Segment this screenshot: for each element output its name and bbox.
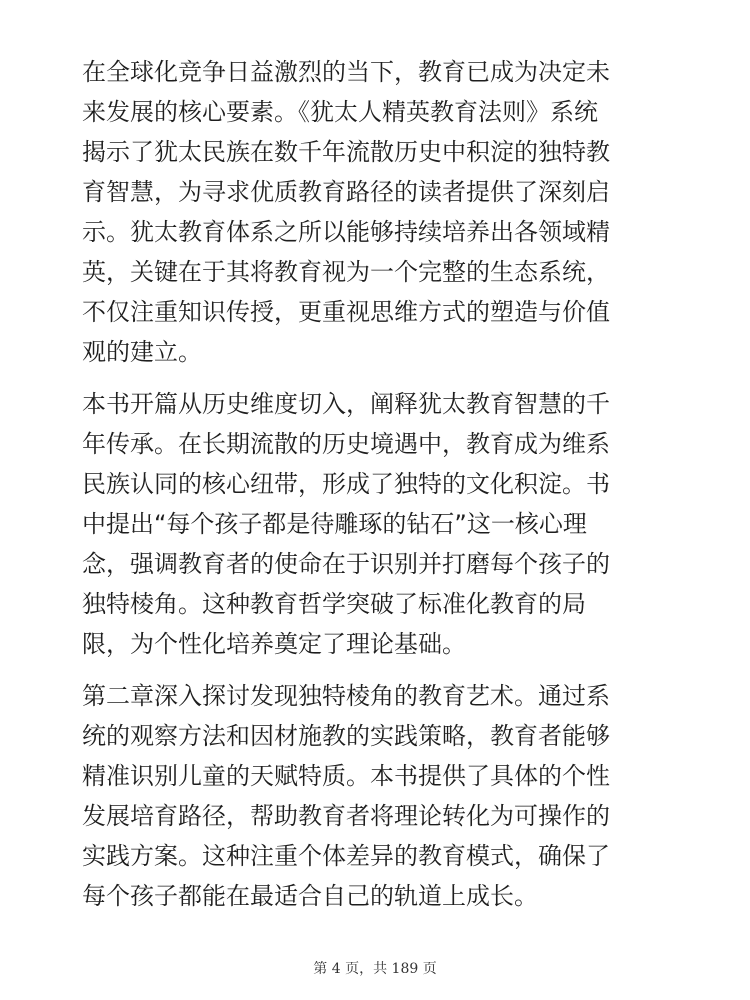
paragraph-1: [82, 52, 674, 372]
document-body: [82, 52, 674, 928]
text-line: 发展培育路径，帮助教育者将理论转化为可操作的: [82, 802, 610, 830]
paragraph-3: [82, 676, 674, 916]
text-line: 本书开篇从历史维度切入，阐释犹太教育智慧的千: [82, 390, 610, 418]
text-line: 独特棱角。这种教育哲学突破了标准化教育的局: [82, 590, 586, 618]
text-line: 民族认同的核心纽带，形成了独特的文化积淀。书: [82, 470, 610, 498]
text-line: 不仅注重知识传授，更重视思维方式的塑造与价值: [82, 298, 610, 326]
text-line: 每个孩子都能在最适合自己的轨道上成长。: [82, 882, 538, 910]
text-line: 示。犹太教育体系之所以能够持续培养出各领域精: [82, 218, 610, 246]
text-line: 实践方案。这种注重个体差异的教育模式，确保了: [82, 842, 610, 870]
text-line: 统的观察方法和因材施教的实践策略，教育者能够: [82, 722, 610, 750]
text-line: 来发展的核心要素。《犹太人精英教育法则》系统: [82, 98, 598, 126]
text-line: 精准识别儿童的天赋特质。本书提供了具体的个性: [82, 762, 610, 790]
text-line: 英，关键在于其将教育视为一个完整的生态系统，: [82, 258, 610, 286]
paragraph-2: [82, 384, 674, 664]
text-line: 念，强调教育者的使命在于识别并打磨每个孩子的: [82, 550, 610, 578]
text-line: 中提出“每个孩子都是待雕琢的钻石”这一核心理: [82, 510, 587, 538]
text-line: 育智慧，为寻求优质教育路径的读者提供了深刻启: [82, 178, 610, 206]
text-line: 第二章深入探讨发现独特棱角的教育艺术。通过系: [82, 682, 610, 710]
text-line: 在全球化竞争日益激烈的当下，教育已成为决定未: [82, 58, 610, 86]
page-number-footer: 第 4 页，共 189 页: [313, 961, 437, 977]
text-line: 揭示了犹太民族在数千年流散历史中积淀的独特教: [82, 138, 610, 166]
text-line: 限，为个性化培养奠定了理论基础。: [82, 630, 466, 658]
text-line: 年传承。在长期流散的历史境遇中，教育成为维系: [82, 430, 610, 458]
text-line: 观的建立。: [82, 338, 202, 366]
